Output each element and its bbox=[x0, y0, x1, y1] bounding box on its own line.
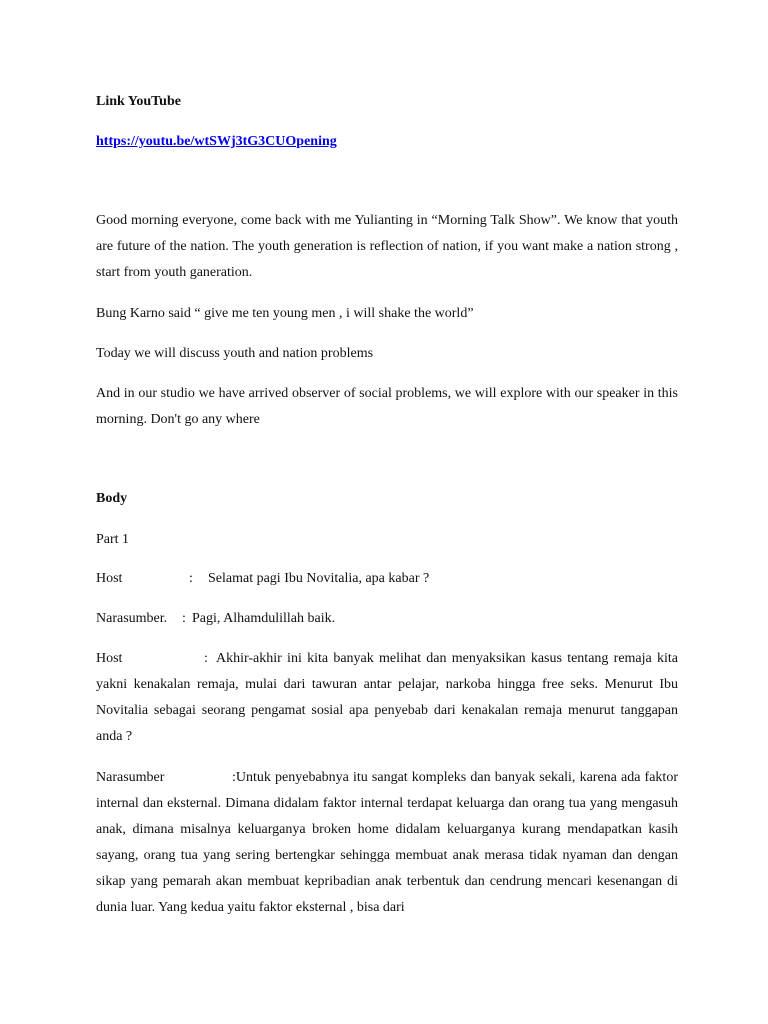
dialogue-text: Untuk penyebabnya itu sangat kompleks dan banyak sekali, karena ada faktor internal dan eksternal. Dimana didalam faktor internal terdapat keluarga dan orang tua yang mengasuh anak, dimana misalnya keluarganya broken home didalam keluarganya kurang mendapatkan kasih sayang, orang tua yang sering bertengkar sehingga membuat anak merasa tidak nyaman dan dengan sikap yang pemarah akan membuat kepribadian anak terbentuk dan cendrung mencari kesenangan di dunia luar. Yang kedua yaitu faktor eksternal , bisa dari bbox=[96, 770, 678, 915]
speaker-separator: : bbox=[182, 611, 186, 626]
speaker-label: Host bbox=[96, 651, 123, 666]
dialogue-text: Akhir-akhir ini kita banyak melihat dan menyaksikan kasus tentang remaja kita yakni kenakalan remaja, mulai dari tawuran antar pelajar, narkoba hingga free seks. Menurut Ibu Novitalia sebagai seorang pengamat sosial apa penyebab dari kenakalan remaja menurut tanggapan anda ? bbox=[96, 651, 678, 744]
opening-paragraph-2: Bung Karno said “ give me ten young men , i will shake the world” bbox=[96, 306, 474, 321]
speaker-label: Narasumber. bbox=[96, 611, 168, 626]
opening-paragraph-3: Today we will discuss youth and nation problems bbox=[96, 346, 374, 361]
speaker-separator: : bbox=[204, 651, 208, 666]
speaker-separator: : bbox=[189, 571, 193, 586]
speaker-separator: : bbox=[232, 770, 236, 785]
dialogue-text: Selamat pagi Ibu Novitalia, apa kabar ? bbox=[208, 571, 430, 586]
speaker-label: Narasumber bbox=[96, 770, 165, 785]
speaker-label: Host bbox=[96, 571, 123, 586]
opening-paragraph-1: Good morning everyone, come back with me Yulianting in “Morning Talk Show”. We know that youth are future of the nation. The youth generation is reflection of nation, if you want make a nation strong , start from youth ganeration. bbox=[96, 213, 678, 280]
youtube-link-paragraph bbox=[96, 129, 678, 155]
dialogue-line-4 bbox=[96, 765, 678, 921]
youtube-link[interactable]: https://youtu.be/wtSWj3tG3CUOpening bbox=[96, 134, 337, 149]
dialogue-text: Pagi, Alhamdulillah baik. bbox=[192, 611, 336, 626]
dialogue-line-2 bbox=[96, 606, 678, 632]
opening-paragraph-4: And in our studio we have arrived observer of social problems, we will explore with our speaker in this morning. Don't go any where bbox=[96, 386, 678, 427]
dialogue-line-1 bbox=[96, 566, 678, 592]
body-heading: Body bbox=[96, 491, 128, 506]
link-heading: Link YouTube bbox=[96, 94, 181, 109]
part-label: Part 1 bbox=[96, 532, 130, 547]
dialogue-line-3 bbox=[96, 646, 678, 750]
